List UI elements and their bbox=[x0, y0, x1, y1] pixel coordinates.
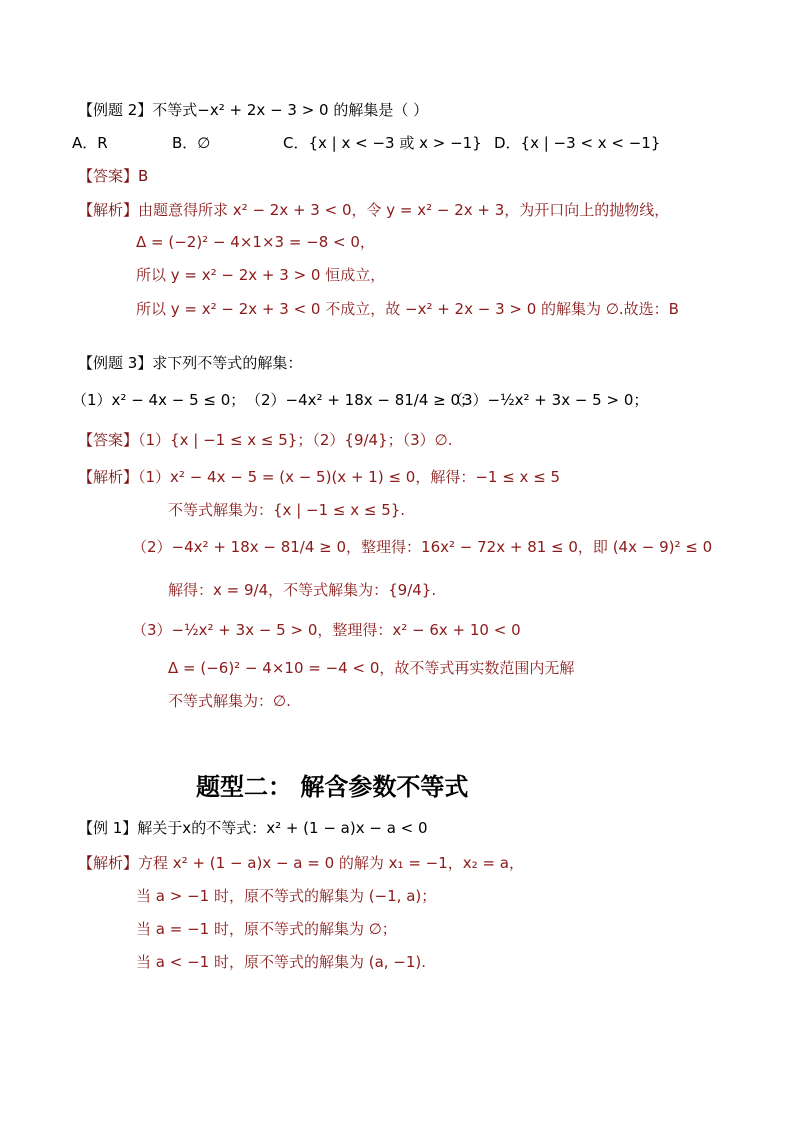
answer-2: （2）{9/4}； bbox=[312, 431, 403, 449]
ex3-item-1: （1）x² − 4x − 5 ≤ 0； bbox=[72, 391, 246, 409]
answer-value: B bbox=[138, 167, 149, 185]
answer-3: （3）∅. bbox=[402, 431, 453, 449]
analysis-tag: 【解析】 bbox=[78, 854, 139, 872]
ex3-answer bbox=[78, 430, 453, 450]
ex3-analysis-line-4: 解得：x = 9/4，不等式解集为：{9/4}. bbox=[168, 581, 437, 599]
ex3-analysis-line-1 bbox=[78, 467, 560, 487]
ex3-question: 【例题 3】求下列不等式的解集： bbox=[78, 354, 303, 372]
ex2-option-a: A．R bbox=[72, 134, 108, 152]
ex3-analysis-line-7: 不等式解集为：∅. bbox=[168, 692, 291, 710]
ex2-answer bbox=[78, 166, 148, 186]
analysis-text: （1）x² − 4x − 5 = (x − 5)(x + 1) ≤ 0，解得：−1 ≤ x ≤ 5 bbox=[138, 468, 561, 486]
ex3-analysis-line-3: （2）−4x² + 18x − 81/4 ≥ 0，整理得：16x² − 72x + 81 ≤ 0，即 (4x − 9)² ≤ 0 bbox=[132, 538, 713, 556]
ex2-option-b: B．∅ bbox=[172, 134, 211, 152]
ex1-analysis-line-1 bbox=[78, 853, 524, 873]
analysis-tag: 【解析】 bbox=[78, 201, 139, 219]
ex3-analysis-line-6: Δ = (−6)² − 4×10 = −4 < 0，故不等式再实数范围内无解 bbox=[168, 659, 575, 677]
ex3-analysis-line-2: 不等式解集为：{x | −1 ≤ x ≤ 5}. bbox=[168, 501, 406, 519]
ex2-analysis-line-2: Δ = (−2)² − 4×1×3 = −8 < 0， bbox=[136, 233, 375, 251]
answer-tag: 【答案】 bbox=[78, 431, 139, 449]
ex3-item-3: （3）−½x² + 3x − 5 > 0； bbox=[448, 391, 649, 409]
ex3-item-2: （2）−4x² + 18x − 81/4 ≥ 0； bbox=[246, 391, 476, 409]
ex2-question: 【例题 2】不等式−x² + 2x − 3 > 0 的解集是（ ） bbox=[78, 101, 429, 119]
ex1-analysis-line-3: 当 a = −1 时，原不等式的解集为 ∅； bbox=[136, 920, 397, 938]
answer-tag: 【答案】 bbox=[78, 167, 139, 185]
ex3-analysis-line-5: （3）−½x² + 3x − 5 > 0，整理得：x² − 6x + 10 < 0 bbox=[132, 621, 521, 639]
ex1-analysis-line-4: 当 a < −1 时，原不等式的解集为 (a, −1). bbox=[136, 953, 427, 971]
analysis-tag: 【解析】 bbox=[78, 468, 139, 486]
ex2-analysis-line-4: 所以 y = x² − 2x + 3 < 0 不成立，故 −x² + 2x − 3 > 0 的解集为 ∅.故选：B bbox=[136, 300, 679, 318]
analysis-text: 方程 x² + (1 − a)x − a = 0 的解为 x₁ = −1，x₂ = a， bbox=[138, 854, 524, 872]
analysis-text: 由题意得所求 x² − 2x + 3 < 0，令 y = x² − 2x + 3，为开口向上的抛物线， bbox=[138, 201, 670, 219]
ex2-option-c: C．{x | x < −3 或 x > −1} bbox=[283, 134, 482, 152]
section-title: 题型二： 解含参数不等式 bbox=[196, 773, 469, 801]
answer-1: （1）{x | −1 ≤ x ≤ 5}； bbox=[138, 431, 313, 449]
ex1-question: 【例 1】解关于x的不等式：x² + (1 − a)x − a < 0 bbox=[78, 819, 428, 837]
ex2-analysis-line-1 bbox=[78, 200, 669, 220]
ex1-analysis-line-2: 当 a > −1 时，原不等式的解集为 (−1, a)； bbox=[136, 887, 437, 905]
ex2-analysis-line-3: 所以 y = x² − 2x + 3 > 0 恒成立， bbox=[136, 266, 386, 284]
ex2-option-d: D．{x | −3 < x < −1} bbox=[494, 134, 661, 152]
